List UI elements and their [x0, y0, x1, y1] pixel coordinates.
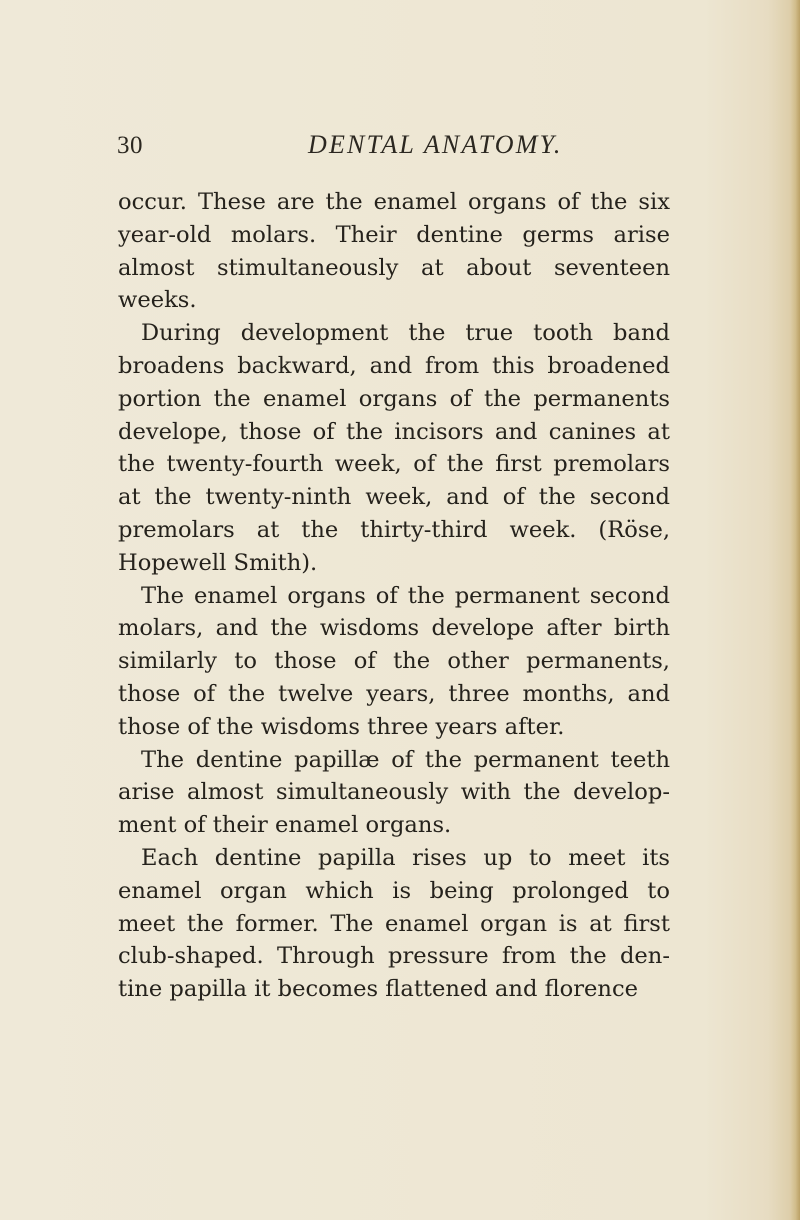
- text-line: arise almost simultaneously with the develop-: [118, 779, 670, 806]
- text-line: ment of their enamel organs.: [118, 812, 452, 839]
- page-header: [0, 128, 800, 168]
- text-line: the twenty-fourth week, of the first premolars: [118, 451, 670, 478]
- text-line: weeks.: [118, 287, 197, 314]
- text-line: portion the enamel organs of the permanents: [118, 385, 670, 412]
- text-line: almost stimultaneously at about seventeen: [118, 254, 670, 281]
- body-text: [118, 186, 670, 1006]
- text-line: year-old molars. Their dentine germs arise: [118, 221, 670, 248]
- text-line: enamel organ which is being prolonged to: [118, 877, 670, 904]
- text-line: The enamel organs of the permanent second: [141, 582, 670, 609]
- page-edge-shadow: [790, 0, 800, 1220]
- text-line: The dentine papillæ of the permanent teeth: [141, 746, 670, 773]
- page-number: 30: [117, 132, 143, 159]
- text-line: premolars at the thirty-third week. (Röse,: [118, 516, 670, 543]
- text-line: occur. These are the enamel organs of the six: [118, 189, 670, 215]
- text-line: at the twenty-ninth week, and of the second: [118, 484, 670, 511]
- text-line: similarly to those of the other permanents,: [118, 648, 670, 675]
- text-line: broadens backward, and from this broadened: [118, 352, 670, 379]
- text-line: Each dentine papilla rises up to meet its: [141, 844, 670, 871]
- text-line: develope, those of the incisors and canines at: [118, 418, 670, 445]
- running-head: DENTAL ANATOMY.: [308, 130, 563, 159]
- text-line: those of the twelve years, three months, and: [118, 680, 670, 707]
- text-line: those of the wisdoms three years after.: [118, 713, 565, 740]
- text-line: During development the true tooth band: [141, 320, 670, 347]
- text-line: meet the former. The enamel organ is at first: [118, 910, 670, 937]
- text-line: Hopewell Smith).: [118, 549, 318, 576]
- text-line: tine papilla it becomes flattened and florence: [118, 976, 639, 1003]
- text-line: club-shaped. Through pressure from the den-: [118, 943, 670, 970]
- text-line: molars, and the wisdoms develope after birth: [118, 615, 670, 642]
